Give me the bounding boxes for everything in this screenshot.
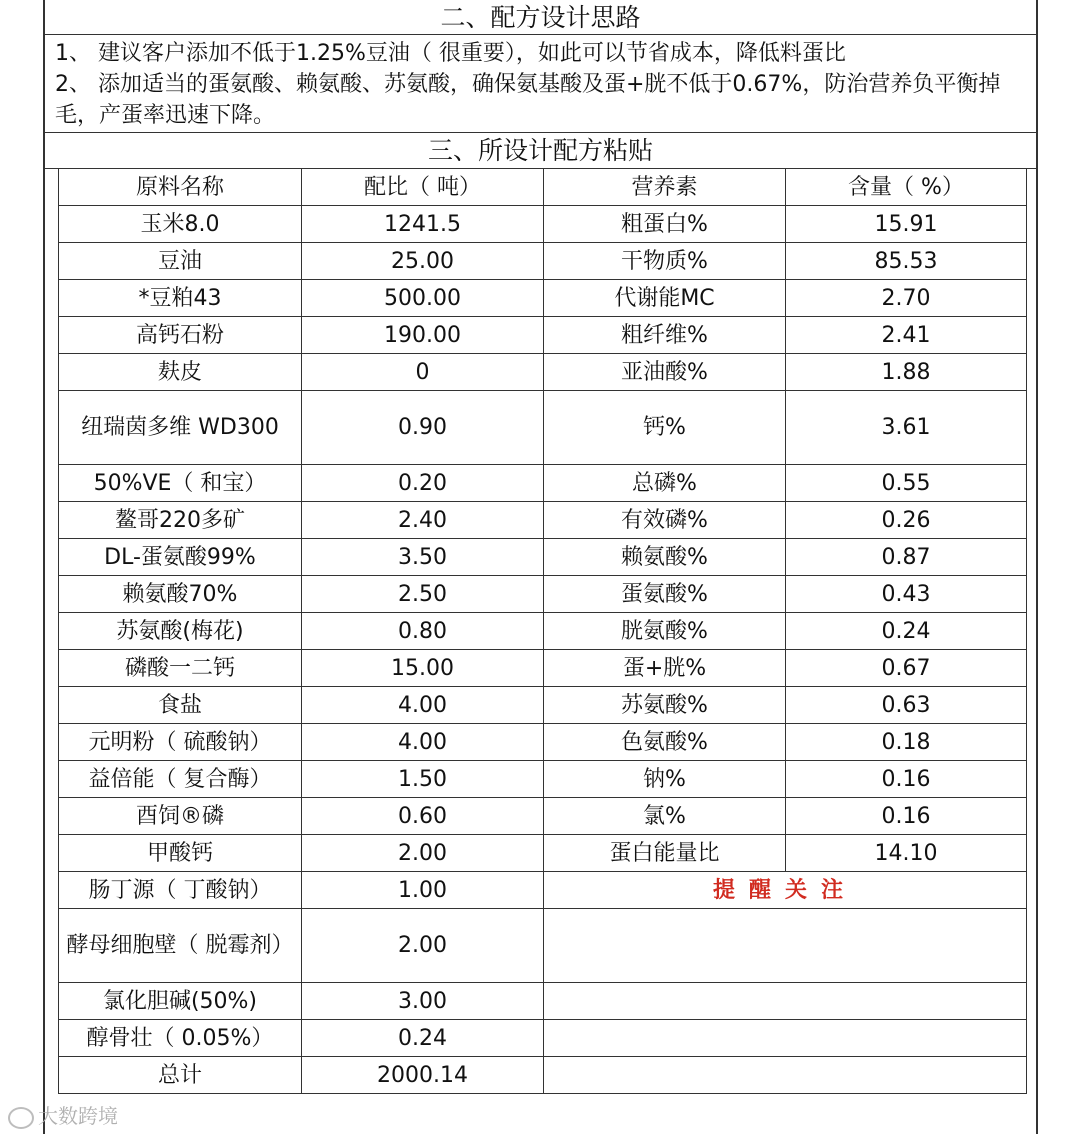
ingredient-name: 麸皮 — [59, 354, 302, 391]
nutrient-content: 0.24 — [786, 613, 1027, 650]
formula-table — [58, 168, 1027, 1094]
table-row — [59, 650, 1027, 687]
nutrient-name: 蛋氨酸% — [544, 576, 786, 613]
table-row — [59, 613, 1027, 650]
ingredient-name: 甲酸钙 — [59, 835, 302, 872]
ingredient-ratio: 2.40 — [302, 502, 544, 539]
ingredient-ratio: 2.50 — [302, 576, 544, 613]
ingredient-ratio: 3.50 — [302, 539, 544, 576]
formula-sheet — [43, 0, 1038, 1134]
nutrient-name: 粗纤维% — [544, 317, 786, 354]
ingredient-ratio: 190.00 — [302, 317, 544, 354]
ingredient-name: 食盐 — [59, 687, 302, 724]
nutrient-name: 代谢能MC — [544, 280, 786, 317]
ingredient-ratio: 4.00 — [302, 724, 544, 761]
ingredient-ratio: 500.00 — [302, 280, 544, 317]
ingredient-name: DL-蛋氨酸99% — [59, 539, 302, 576]
ingredient-ratio: 2.00 — [302, 909, 544, 983]
nutrient-content: 0.55 — [786, 465, 1027, 502]
ingredient-name: *豆粕43 — [59, 280, 302, 317]
nutrient-name: 钙% — [544, 391, 786, 465]
header-ratio: 配比（ 吨） — [302, 169, 544, 206]
table-row — [59, 465, 1027, 502]
nutrient-name: 干物质% — [544, 243, 786, 280]
ingredient-ratio: 2.00 — [302, 835, 544, 872]
ingredient-ratio: 3.00 — [302, 983, 544, 1020]
nutrient-content: 0.18 — [786, 724, 1027, 761]
table-row — [59, 391, 1027, 465]
ingredient-name: 益倍能（ 复合酶） — [59, 761, 302, 798]
ingredient-name: 高钙石粉 — [59, 317, 302, 354]
nutrient-content: 0.16 — [786, 761, 1027, 798]
ingredient-ratio: 0.20 — [302, 465, 544, 502]
table-row — [59, 539, 1027, 576]
ingredient-ratio: 4.00 — [302, 687, 544, 724]
nutrient-content: 0.16 — [786, 798, 1027, 835]
ingredient-ratio: 0.24 — [302, 1020, 544, 1057]
ingredient-name: 纽瑞茵多维 WD300 — [59, 391, 302, 465]
table-row — [59, 983, 1027, 1020]
ingredient-ratio: 0.80 — [302, 613, 544, 650]
nutrient-content: 2.70 — [786, 280, 1027, 317]
nutrient-name: 钠% — [544, 761, 786, 798]
nutrient-name: 粗蛋白% — [544, 206, 786, 243]
section-2-title: 二、配方设计思路 — [45, 0, 1036, 35]
total-row — [59, 1057, 1027, 1094]
nutrient-content: 0.63 — [786, 687, 1027, 724]
total-label: 总计 — [59, 1057, 302, 1094]
table-row — [59, 798, 1027, 835]
ingredient-name: 氯化胆碱(50%) — [59, 983, 302, 1020]
nutrient-content: 2.41 — [786, 317, 1027, 354]
header-nutrient: 营养素 — [544, 169, 786, 206]
ingredient-name: 赖氨酸70% — [59, 576, 302, 613]
ingredient-name: 苏氨酸(梅花) — [59, 613, 302, 650]
nutrient-content: 0.43 — [786, 576, 1027, 613]
table-row — [59, 317, 1027, 354]
ingredient-ratio: 25.00 — [302, 243, 544, 280]
nutrient-content: 0.67 — [786, 650, 1027, 687]
ingredient-name: 鳌哥220多矿 — [59, 502, 302, 539]
nutrient-name: 亚油酸% — [544, 354, 786, 391]
empty-cell — [544, 1057, 1027, 1094]
nutrient-name: 色氨酸% — [544, 724, 786, 761]
table-row — [59, 1020, 1027, 1057]
table-header-row — [59, 169, 1027, 206]
ingredient-ratio: 0.60 — [302, 798, 544, 835]
ingredient-ratio: 15.00 — [302, 650, 544, 687]
nutrient-name: 蛋白能量比 — [544, 835, 786, 872]
table-row — [59, 280, 1027, 317]
nutrient-name: 赖氨酸% — [544, 539, 786, 576]
nutrient-name: 胱氨酸% — [544, 613, 786, 650]
nutrient-content: 0.87 — [786, 539, 1027, 576]
empty-cell — [544, 1020, 1027, 1057]
nutrient-name: 总磷% — [544, 465, 786, 502]
ingredient-name: 豆油 — [59, 243, 302, 280]
table-row — [59, 761, 1027, 798]
table-row — [59, 206, 1027, 243]
nutrient-name: 苏氨酸% — [544, 687, 786, 724]
nutrient-name: 蛋+胱% — [544, 650, 786, 687]
nutrient-content: 3.61 — [786, 391, 1027, 465]
nutrient-name: 氯% — [544, 798, 786, 835]
header-content: 含量（ %） — [786, 169, 1027, 206]
nutrient-name: 有效磷% — [544, 502, 786, 539]
ingredient-ratio: 0 — [302, 354, 544, 391]
ingredient-ratio: 1.50 — [302, 761, 544, 798]
note-1: 1、 建议客户添加不低于1.25%豆油（ 很重要），如此可以节省成本，降低料蛋比 — [55, 41, 846, 66]
nutrient-content: 1.88 — [786, 354, 1027, 391]
ingredient-ratio: 0.90 — [302, 391, 544, 465]
ingredient-name: 玉米8.0 — [59, 206, 302, 243]
ingredient-name: 50%VE（ 和宝） — [59, 465, 302, 502]
table-row — [59, 354, 1027, 391]
nutrient-content: 15.91 — [786, 206, 1027, 243]
reminder-text: 提醒关注 — [544, 872, 1027, 909]
design-notes — [45, 35, 1036, 133]
ingredient-name: 肠丁源（ 丁酸钠） — [59, 872, 302, 909]
section-3-title: 三、所设计配方粘贴 — [45, 133, 1036, 169]
ingredient-name: 醇骨壮（ 0.05%） — [59, 1020, 302, 1057]
table-row — [59, 576, 1027, 613]
ingredient-ratio: 1.00 — [302, 872, 544, 909]
ingredient-ratio: 1241.5 — [302, 206, 544, 243]
note-2: 2、 添加适当的蛋氨酸、赖氨酸、苏氨酸，确保氨基酸及蛋+胱不低于0.67%，防治营养负平衡掉毛，产蛋率迅速下降。 — [55, 72, 1001, 128]
ingredient-name: 磷酸一二钙 — [59, 650, 302, 687]
table-row — [59, 502, 1027, 539]
table-row — [59, 243, 1027, 280]
nutrient-content: 85.53 — [786, 243, 1027, 280]
watermark-text: 大数跨境 — [38, 1104, 118, 1128]
table-row — [59, 724, 1027, 761]
empty-cell — [544, 983, 1027, 1020]
weibo-logo-icon — [8, 1107, 34, 1129]
table-row — [59, 909, 1027, 983]
ingredient-name: 酉饲®磷 — [59, 798, 302, 835]
nutrient-content: 14.10 — [786, 835, 1027, 872]
total-ratio: 2000.14 — [302, 1057, 544, 1094]
header-ingredient: 原料名称 — [59, 169, 302, 206]
nutrient-content: 0.26 — [786, 502, 1027, 539]
table-row — [59, 872, 1027, 909]
ingredient-name: 酵母细胞壁（ 脱霉剂） — [59, 909, 302, 983]
watermark — [8, 1100, 118, 1129]
table-row — [59, 835, 1027, 872]
empty-cell — [544, 909, 1027, 983]
ingredient-name: 元明粉（ 硫酸钠） — [59, 724, 302, 761]
table-row — [59, 687, 1027, 724]
